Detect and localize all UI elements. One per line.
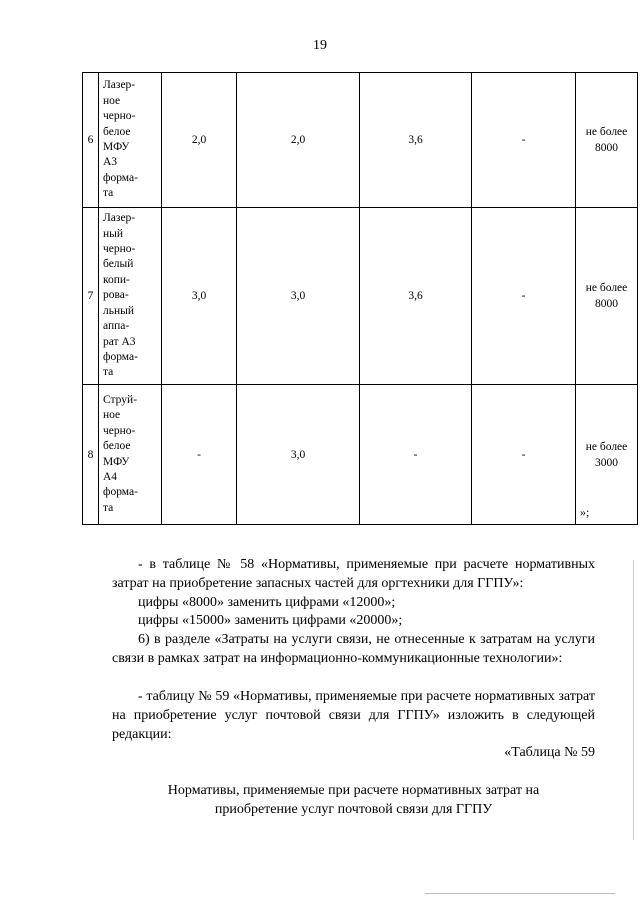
name-line: Лазер-	[103, 79, 136, 92]
scan-artifact-line	[633, 560, 634, 840]
value-cell: 3,0	[162, 208, 237, 385]
value-cell: -	[162, 385, 237, 525]
paragraph-replace-8000: цифры «8000» заменить цифрами «12000»;	[138, 595, 396, 610]
name-line: аппа-	[103, 320, 130, 333]
name-line: та	[103, 501, 114, 514]
name-line: рова-	[103, 289, 129, 302]
name-line: форма-	[103, 350, 138, 363]
heading-line: приобретение услуг почтовой связи для ГГПУ	[214, 802, 493, 817]
row-number: 8	[83, 385, 99, 525]
table-row	[83, 385, 638, 525]
device-name	[99, 73, 162, 208]
name-line: льный	[103, 304, 135, 317]
value-cell: -	[472, 385, 576, 525]
value-cell: -	[472, 73, 576, 208]
limit-cell	[576, 208, 638, 385]
row-number: 7	[83, 208, 99, 385]
table-closing-quote: »;	[580, 505, 590, 519]
table-row	[83, 73, 638, 208]
page-number: 19	[313, 38, 327, 53]
name-line: черно-	[103, 424, 136, 437]
value-cell: -	[472, 208, 576, 385]
limit-label: не более	[585, 440, 628, 453]
table-row	[83, 208, 638, 385]
limit-label: не более	[585, 282, 628, 294]
name-line: форма-	[103, 171, 138, 184]
value-cell: 3,6	[360, 208, 472, 385]
name-line: А4	[103, 470, 118, 483]
row-number: 6	[83, 73, 99, 208]
name-line: ный	[103, 227, 124, 240]
limit-value: 8000	[595, 298, 618, 310]
name-line: МФУ	[103, 455, 130, 468]
name-line: форма-	[103, 486, 138, 499]
heading-line: Нормативы, применяемые при расчете нормативных затрат на	[167, 783, 540, 798]
name-line: копи-	[103, 273, 130, 286]
value-cell: 3,0	[237, 385, 360, 525]
paragraph-section-6: 6) в разделе «Затраты на услуги связи, не отнесенные к затратам на услуги связи в рамках затрат на информационно-коммуникационные технологии»:	[112, 632, 595, 666]
table-label: «Таблица № 59	[504, 745, 595, 760]
name-line: ное	[103, 409, 121, 422]
scan-artifact-line	[425, 893, 615, 894]
value-cell: 2,0	[162, 73, 237, 208]
limit-value: 8000	[595, 142, 618, 154]
paragraph-replace-15000: цифры «15000» заменить цифрами «20000»;	[138, 613, 403, 628]
name-line: та	[103, 366, 114, 379]
table-heading	[112, 781, 595, 819]
name-line: Струй-	[103, 393, 138, 406]
limit-cell	[576, 73, 638, 208]
name-line: черно-	[103, 243, 136, 256]
limit-value: 3000	[595, 456, 618, 469]
name-line: белое	[103, 440, 131, 453]
device-name	[99, 385, 162, 525]
limit-cell	[576, 385, 638, 525]
name-line: Лазер-	[103, 212, 136, 225]
paragraph-table-59: - таблицу № 59 «Нормативы, применяемые при расчете нормативных затрат на приобретение услуг почтовой связи для ГГПУ» изложить в следующей редакции:	[112, 689, 595, 742]
name-line: та	[103, 187, 114, 200]
name-line: рат А3	[103, 335, 136, 348]
paragraph-table-58: - в таблице № 58 «Нормативы, применяемые при расчете нормативных затрат на приобретение запасных частей для оргтехники для ГГПУ»:	[112, 557, 595, 591]
norms-table	[82, 72, 638, 525]
device-name	[99, 208, 162, 385]
value-cell: 3,6	[360, 73, 472, 208]
name-line: белый	[103, 258, 134, 271]
value-cell: -	[360, 385, 472, 525]
name-line: А3	[103, 156, 118, 169]
name-line: МФУ	[103, 141, 130, 153]
name-line: черно-	[103, 110, 136, 123]
name-line: белое	[103, 125, 131, 138]
value-cell: 3,0	[237, 208, 360, 385]
name-line: ное	[103, 94, 121, 107]
limit-label: не более	[585, 126, 628, 138]
value-cell: 2,0	[237, 73, 360, 208]
